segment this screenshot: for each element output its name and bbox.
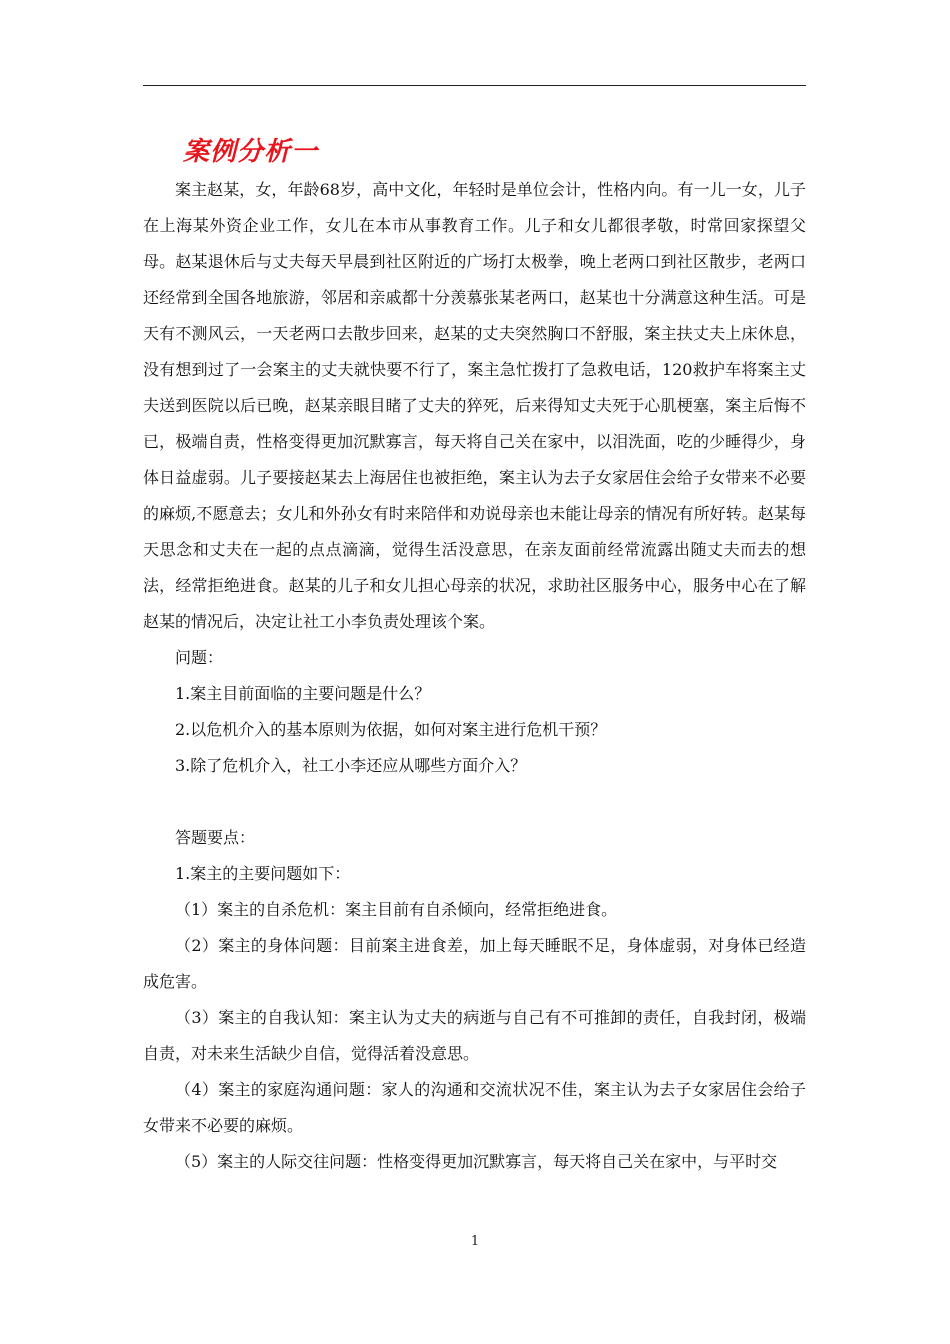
questions-heading: 问题：	[175, 648, 224, 667]
answer-point: （2）案主的身体问题：目前案主进食差，加上每天睡眠不足，身体虚弱，对身体已经造成危害。	[143, 936, 806, 991]
question-item: 1.案主目前面临的主要问题是什么？	[175, 684, 431, 703]
page-number: 1	[470, 1234, 480, 1249]
answer-point: （5）案主的人际交往问题：性格变得更加沉默寡言，每天将自己关在家中，与平时交	[175, 1152, 778, 1171]
page-title: 案例分析一	[183, 137, 319, 167]
answer-point: （3）案主的自我认知：案主认为丈夫的病逝与自己有不可推卸的责任，自我封闭，极端自责，对未来生活缺少自信，觉得活着没意思。	[143, 1008, 806, 1063]
answer-point: （4）案主的家庭沟通问题：家人的沟通和交流状况不佳，案主认为去子女家居住会给子女带来不必要的麻烦。	[143, 1080, 806, 1135]
header-rule	[143, 85, 806, 86]
answer-intro: 1.案主的主要问题如下：	[175, 864, 351, 883]
question-item: 2.以危机介入的基本原则为依据，如何对案主进行危机干预？	[175, 720, 607, 739]
document-body	[143, 172, 806, 1180]
question-item: 3.除了危机介入，社工小李还应从哪些方面介入？	[175, 756, 527, 775]
spacer	[143, 784, 806, 820]
case-description: 案主赵某，女，年龄68岁，高中文化，年轻时是单位会计，性格内向。有一儿一女，儿子在上海某外资企业工作，女儿在本市从事教育工作。儿子和女儿都很孝敬，时常回家探望父母。赵某退休后与丈夫每天早晨到社区附近的广场打太极拳，晚上老两口到社区散步，老两口还经常到全国各地旅游，邻居和亲戚都十分羡慕张某老两口，赵某也十分满意这种生活。可是天有不测风云，一天老两口去散步回来，赵某的丈夫突然胸口不舒服，案主扶丈夫上床休息，没有想到过了一会案主的丈夫就快要不行了，案主急忙拨打了急救电话，120救护车将案主丈夫送到医院以后已晚，赵某亲眼目睹了丈夫的猝死，后来得知丈夫死于心肌梗塞，案主后悔不已，极端自责，性格变得更加沉默寡言，每天将自己关在家中，以泪洗面，吃的少睡得少，身体日益虚弱。儿子要接赵某去上海居住也被拒绝，案主认为去子女家居住会给子女带来不必要的麻烦,不愿意去；女儿和外孙女有时来陪伴和劝说母亲也未能让母亲的情况有所好转。赵某每天思念和丈夫在一起的点点滴滴，觉得生活没意思，在亲友面前经常流露出随丈夫而去的想法，经常拒绝进食。赵某的儿子和女儿担心母亲的状况，求助社区服务中心，服务中心在了解赵某的情况后，决定让社工小李负责处理该个案。	[143, 180, 806, 631]
answer-point: （1）案主的自杀危机：案主目前有自杀倾向，经常拒绝进食。	[175, 900, 618, 919]
answers-heading: 答题要点：	[175, 828, 256, 847]
